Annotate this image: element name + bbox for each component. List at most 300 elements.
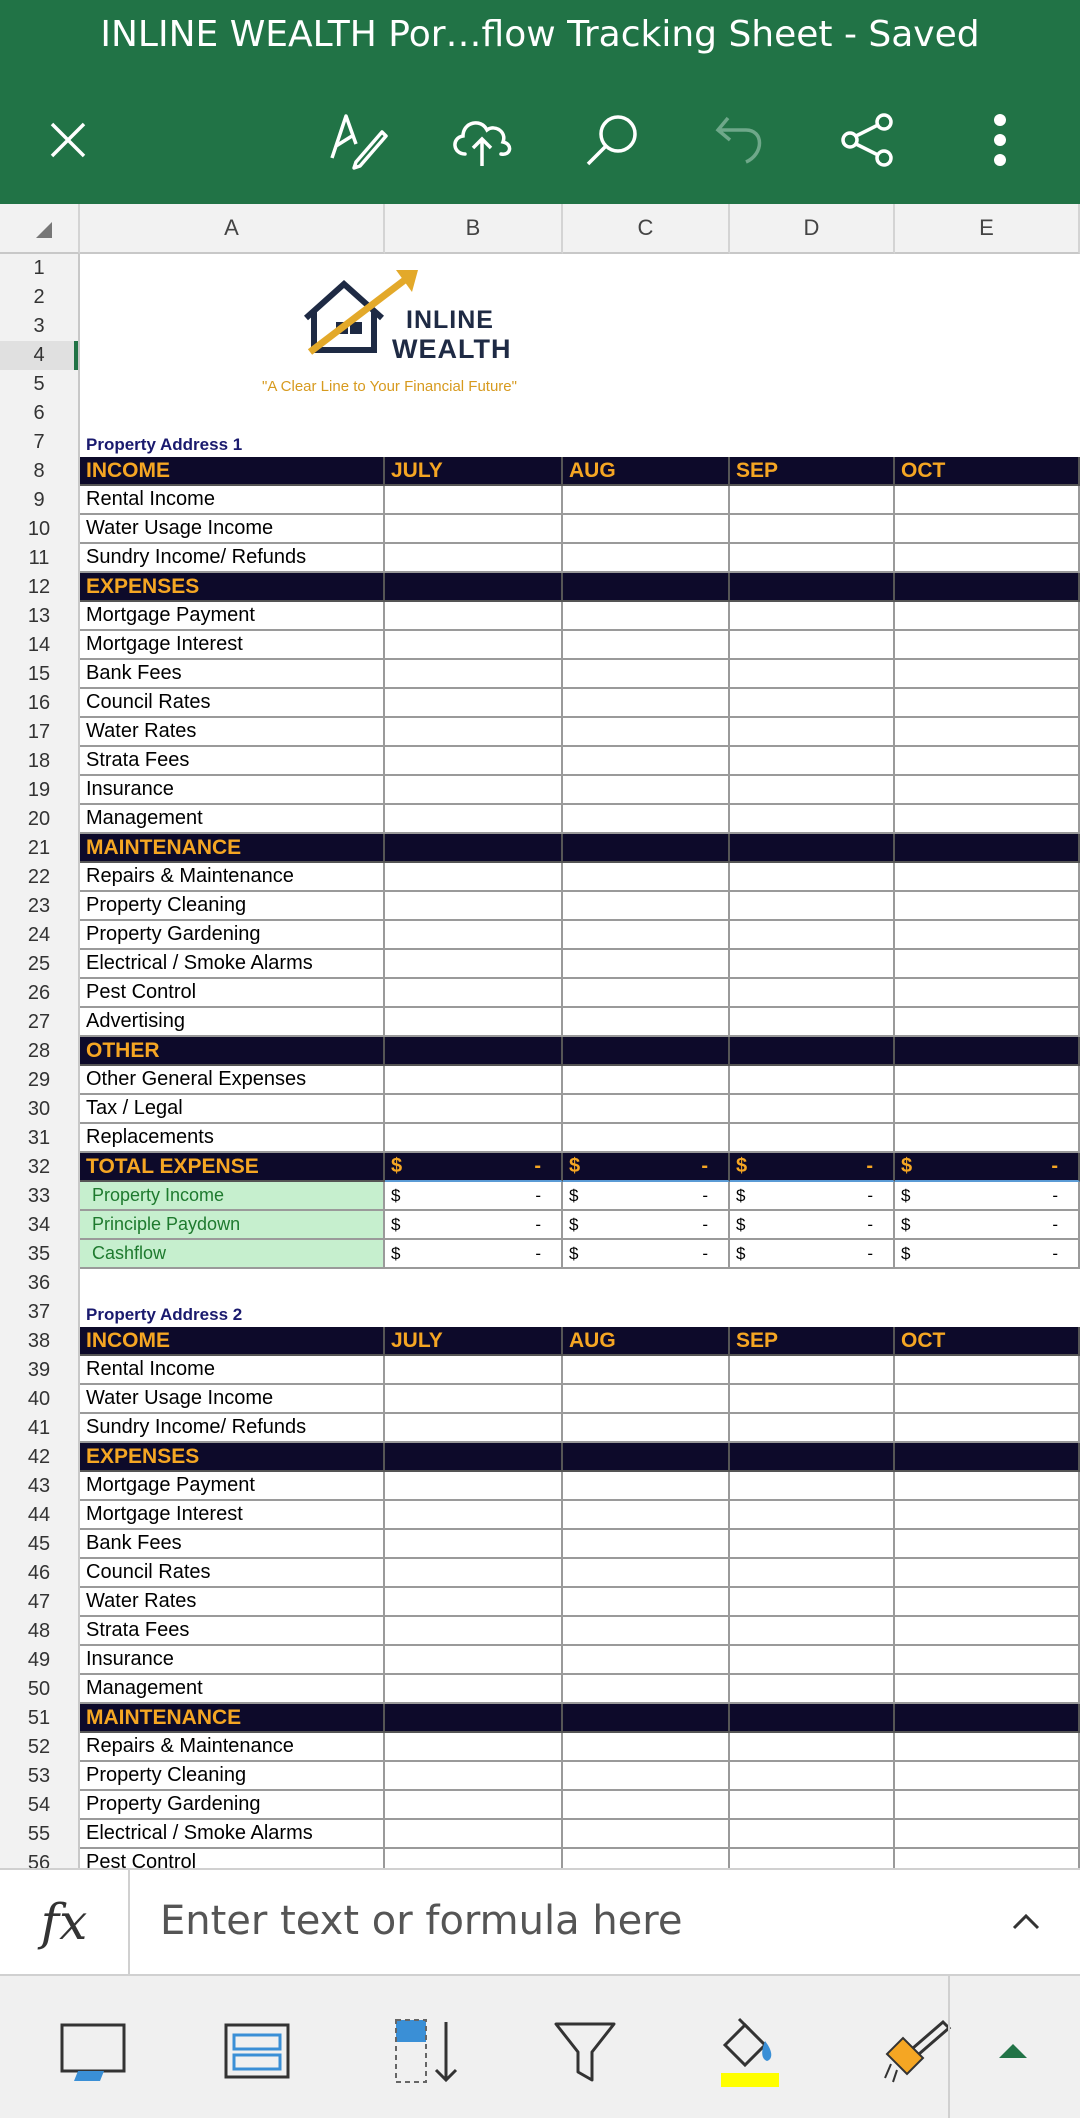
data-cell[interactable] xyxy=(563,1675,730,1704)
row-label-cell[interactable]: Water Rates xyxy=(80,718,385,747)
data-cell[interactable] xyxy=(895,1849,1080,1868)
row-header[interactable]: 24 xyxy=(0,921,80,950)
row-header[interactable]: 13 xyxy=(0,602,80,631)
row-header[interactable]: 3 xyxy=(0,312,80,341)
data-cell[interactable] xyxy=(895,573,1080,602)
row-header[interactable]: 39 xyxy=(0,1356,80,1385)
row-header[interactable]: 49 xyxy=(0,1646,80,1675)
row-header[interactable]: 46 xyxy=(0,1559,80,1588)
row-label-cell[interactable]: Council Rates xyxy=(80,689,385,718)
data-cell[interactable] xyxy=(385,776,563,805)
data-cell[interactable] xyxy=(563,834,730,863)
data-cell[interactable] xyxy=(563,689,730,718)
data-cell[interactable] xyxy=(385,1530,563,1559)
column-header-d[interactable]: D xyxy=(730,204,895,254)
row-header[interactable]: 27 xyxy=(0,1008,80,1037)
data-cell[interactable] xyxy=(895,863,1080,892)
currency-cell[interactable] xyxy=(730,1153,895,1182)
data-cell[interactable] xyxy=(895,1733,1080,1762)
data-cell[interactable] xyxy=(895,1385,1080,1414)
data-cell[interactable] xyxy=(895,1559,1080,1588)
data-cell[interactable] xyxy=(385,1037,563,1066)
data-cell[interactable] xyxy=(895,660,1080,689)
data-cell[interactable] xyxy=(895,515,1080,544)
row-header[interactable]: 28 xyxy=(0,1037,80,1066)
filter-button[interactable] xyxy=(540,2006,630,2096)
row-label-cell[interactable]: Advertising xyxy=(80,1008,385,1037)
data-cell[interactable] xyxy=(730,1704,895,1733)
data-cell[interactable] xyxy=(385,834,563,863)
row-label-cell[interactable]: Repairs & Maintenance xyxy=(80,1733,385,1762)
currency-cell[interactable] xyxy=(895,1182,1080,1211)
row-label-cell[interactable]: Insurance xyxy=(80,776,385,805)
column-header-a[interactable]: A xyxy=(80,204,385,254)
row-label-cell[interactable]: Strata Fees xyxy=(80,1617,385,1646)
row-header[interactable]: 47 xyxy=(0,1588,80,1617)
row-label-cell[interactable]: Bank Fees xyxy=(80,660,385,689)
row-label-cell[interactable]: Water Usage Income xyxy=(80,515,385,544)
row-header[interactable]: 55 xyxy=(0,1820,80,1849)
data-cell[interactable] xyxy=(730,1530,895,1559)
summary-label-cell[interactable]: Principle Paydown xyxy=(80,1211,385,1240)
row-label-cell[interactable]: Property Gardening xyxy=(80,921,385,950)
data-cell[interactable] xyxy=(730,834,895,863)
data-cell[interactable] xyxy=(385,1472,563,1501)
row-label-cell[interactable]: Sundry Income/ Refunds xyxy=(80,544,385,573)
month-header-cell[interactable] xyxy=(730,457,895,486)
currency-cell[interactable] xyxy=(563,1153,730,1182)
data-cell[interactable] xyxy=(730,1066,895,1095)
month-header-cell[interactable] xyxy=(895,457,1080,486)
row-header[interactable]: 30 xyxy=(0,1095,80,1124)
row-header[interactable]: 54 xyxy=(0,1791,80,1820)
data-cell[interactable] xyxy=(563,1646,730,1675)
fill-color-button[interactable] xyxy=(706,2006,796,2096)
data-cell[interactable] xyxy=(563,892,730,921)
data-cell[interactable] xyxy=(895,979,1080,1008)
section-header-cell[interactable]: INCOME xyxy=(80,457,385,486)
data-cell[interactable] xyxy=(385,1791,563,1820)
data-cell[interactable] xyxy=(563,1356,730,1385)
data-cell[interactable] xyxy=(895,1820,1080,1849)
section-header-cell[interactable]: MAINTENANCE xyxy=(80,1704,385,1733)
data-cell[interactable] xyxy=(895,950,1080,979)
row-label-cell[interactable]: Pest Control xyxy=(80,979,385,1008)
data-cell[interactable] xyxy=(563,1762,730,1791)
summary-label-cell[interactable]: Property Income xyxy=(80,1182,385,1211)
data-cell[interactable] xyxy=(385,979,563,1008)
spreadsheet-grid[interactable] xyxy=(0,204,1080,1868)
data-cell[interactable] xyxy=(563,1008,730,1037)
data-cell[interactable] xyxy=(895,1675,1080,1704)
row-header[interactable]: 18 xyxy=(0,747,80,776)
row-label-cell[interactable]: Management xyxy=(80,805,385,834)
data-cell[interactable] xyxy=(563,805,730,834)
data-cell[interactable] xyxy=(563,1820,730,1849)
data-cell[interactable] xyxy=(895,1443,1080,1472)
currency-cell[interactable] xyxy=(730,1182,895,1211)
row-header[interactable]: 7 xyxy=(0,428,80,457)
data-cell[interactable] xyxy=(563,1733,730,1762)
row-header[interactable]: 34 xyxy=(0,1211,80,1240)
row-header[interactable]: 42 xyxy=(0,1443,80,1472)
row-header[interactable]: 32 xyxy=(0,1153,80,1182)
row-header[interactable]: 22 xyxy=(0,863,80,892)
row-label-cell[interactable]: Mortgage Interest xyxy=(80,631,385,660)
month-header-cell[interactable] xyxy=(385,457,563,486)
data-cell[interactable] xyxy=(563,1385,730,1414)
data-cell[interactable] xyxy=(563,602,730,631)
data-cell[interactable] xyxy=(563,1037,730,1066)
data-cell[interactable] xyxy=(730,776,895,805)
data-cell[interactable] xyxy=(385,718,563,747)
data-cell[interactable] xyxy=(385,805,563,834)
row-label-cell[interactable]: Property Gardening xyxy=(80,1791,385,1820)
currency-cell[interactable] xyxy=(385,1211,563,1240)
close-button[interactable] xyxy=(26,98,110,182)
data-cell[interactable] xyxy=(385,921,563,950)
data-cell[interactable] xyxy=(563,863,730,892)
data-cell[interactable] xyxy=(730,1762,895,1791)
data-cell[interactable] xyxy=(895,1704,1080,1733)
data-cell[interactable] xyxy=(385,689,563,718)
row-label-cell[interactable]: Mortgage Interest xyxy=(80,1501,385,1530)
data-cell[interactable] xyxy=(895,921,1080,950)
data-cell[interactable] xyxy=(385,660,563,689)
column-header-b[interactable]: B xyxy=(385,204,563,254)
data-cell[interactable] xyxy=(563,979,730,1008)
data-cell[interactable] xyxy=(730,1037,895,1066)
row-label-cell[interactable]: Electrical / Smoke Alarms xyxy=(80,1820,385,1849)
data-cell[interactable] xyxy=(730,1124,895,1153)
data-cell[interactable] xyxy=(730,805,895,834)
row-header[interactable]: 10 xyxy=(0,515,80,544)
row-header[interactable]: 19 xyxy=(0,776,80,805)
data-cell[interactable] xyxy=(563,1066,730,1095)
data-cell[interactable] xyxy=(385,573,563,602)
data-cell[interactable] xyxy=(895,1066,1080,1095)
row-label-cell[interactable]: Mortgage Payment xyxy=(80,1472,385,1501)
row-header[interactable]: 40 xyxy=(0,1385,80,1414)
row-header[interactable]: 17 xyxy=(0,718,80,747)
data-cell[interactable] xyxy=(385,863,563,892)
data-cell[interactable] xyxy=(385,747,563,776)
data-cell[interactable] xyxy=(730,1588,895,1617)
row-header[interactable]: 29 xyxy=(0,1066,80,1095)
data-cell[interactable] xyxy=(730,1675,895,1704)
row-header[interactable]: 9 xyxy=(0,486,80,515)
data-cell[interactable] xyxy=(730,1791,895,1820)
data-cell[interactable] xyxy=(730,602,895,631)
data-cell[interactable] xyxy=(895,689,1080,718)
data-cell[interactable] xyxy=(730,863,895,892)
data-cell[interactable] xyxy=(895,1356,1080,1385)
data-cell[interactable] xyxy=(895,718,1080,747)
data-cell[interactable] xyxy=(563,1588,730,1617)
currency-cell[interactable] xyxy=(895,1211,1080,1240)
data-cell[interactable] xyxy=(385,515,563,544)
row-header[interactable]: 48 xyxy=(0,1617,80,1646)
column-header-c[interactable]: C xyxy=(563,204,730,254)
data-cell[interactable] xyxy=(385,1356,563,1385)
data-cell[interactable] xyxy=(895,776,1080,805)
row-header[interactable]: 56 xyxy=(0,1849,80,1868)
function-icon[interactable]: fx xyxy=(0,1870,130,1974)
data-cell[interactable] xyxy=(730,1443,895,1472)
row-label-cell[interactable]: Water Rates xyxy=(80,1588,385,1617)
data-cell[interactable] xyxy=(385,631,563,660)
data-cell[interactable] xyxy=(563,950,730,979)
row-header[interactable]: 16 xyxy=(0,689,80,718)
currency-cell[interactable] xyxy=(385,1182,563,1211)
data-cell[interactable] xyxy=(563,1443,730,1472)
row-header[interactable]: 25 xyxy=(0,950,80,979)
upload-button[interactable] xyxy=(440,98,524,182)
row-header[interactable]: 4 xyxy=(0,341,80,370)
data-cell[interactable] xyxy=(730,892,895,921)
row-header[interactable]: 37 xyxy=(0,1298,80,1327)
month-header-cell[interactable] xyxy=(563,1327,730,1356)
row-label-cell[interactable]: Tax / Legal xyxy=(80,1095,385,1124)
row-label-cell[interactable]: Bank Fees xyxy=(80,1530,385,1559)
data-cell[interactable] xyxy=(563,1849,730,1868)
select-all-corner[interactable] xyxy=(0,204,80,254)
data-cell[interactable] xyxy=(895,805,1080,834)
currency-cell[interactable] xyxy=(563,1240,730,1269)
data-cell[interactable] xyxy=(895,1762,1080,1791)
data-cell[interactable] xyxy=(895,1791,1080,1820)
section-header-cell[interactable]: TOTAL EXPENSE xyxy=(80,1153,385,1182)
data-cell[interactable] xyxy=(730,1733,895,1762)
row-header[interactable]: 26 xyxy=(0,979,80,1008)
row-label-cell[interactable]: Insurance xyxy=(80,1646,385,1675)
row-label-cell[interactable]: Strata Fees xyxy=(80,747,385,776)
row-header[interactable]: 35 xyxy=(0,1240,80,1269)
row-header[interactable]: 31 xyxy=(0,1124,80,1153)
data-cell[interactable] xyxy=(895,1472,1080,1501)
data-cell[interactable] xyxy=(563,515,730,544)
data-cell[interactable] xyxy=(730,1008,895,1037)
data-cell[interactable] xyxy=(730,1559,895,1588)
data-cell[interactable] xyxy=(730,1849,895,1868)
data-cell[interactable] xyxy=(895,747,1080,776)
data-cell[interactable] xyxy=(563,921,730,950)
row-header[interactable]: 41 xyxy=(0,1414,80,1443)
data-cell[interactable] xyxy=(385,1066,563,1095)
property-address-label[interactable]: Property Address 2 xyxy=(86,1305,243,1324)
month-header-cell[interactable] xyxy=(563,457,730,486)
data-cell[interactable] xyxy=(563,1124,730,1153)
data-cell[interactable] xyxy=(563,1501,730,1530)
data-cell[interactable] xyxy=(385,1414,563,1443)
data-cell[interactable] xyxy=(563,1704,730,1733)
section-header-cell[interactable]: EXPENSES xyxy=(80,573,385,602)
data-cell[interactable] xyxy=(730,747,895,776)
data-cell[interactable] xyxy=(385,1008,563,1037)
row-label-cell[interactable]: Water Usage Income xyxy=(80,1385,385,1414)
insert-row-button[interactable] xyxy=(380,2006,470,2096)
data-cell[interactable] xyxy=(563,1530,730,1559)
data-cell[interactable] xyxy=(895,1617,1080,1646)
currency-cell[interactable] xyxy=(385,1153,563,1182)
data-cell[interactable] xyxy=(385,602,563,631)
data-cell[interactable] xyxy=(563,747,730,776)
row-header[interactable]: 12 xyxy=(0,573,80,602)
data-cell[interactable] xyxy=(385,1588,563,1617)
format-cells-button[interactable] xyxy=(212,2006,302,2096)
row-label-cell[interactable]: Other General Expenses xyxy=(80,1066,385,1095)
row-label-cell[interactable]: Pest Control xyxy=(80,1849,385,1868)
data-cell[interactable] xyxy=(563,776,730,805)
currency-cell[interactable] xyxy=(730,1240,895,1269)
row-header[interactable]: 1 xyxy=(0,254,80,283)
row-header[interactable]: 20 xyxy=(0,805,80,834)
row-header[interactable]: 23 xyxy=(0,892,80,921)
data-cell[interactable] xyxy=(895,631,1080,660)
data-cell[interactable] xyxy=(563,1791,730,1820)
data-cell[interactable] xyxy=(563,1414,730,1443)
column-header-e[interactable]: E xyxy=(895,204,1080,254)
currency-cell[interactable] xyxy=(563,1182,730,1211)
month-header-cell[interactable] xyxy=(730,1327,895,1356)
data-cell[interactable] xyxy=(895,1037,1080,1066)
row-label-cell[interactable]: Replacements xyxy=(80,1124,385,1153)
data-cell[interactable] xyxy=(895,1530,1080,1559)
data-cell[interactable] xyxy=(385,1124,563,1153)
row-header[interactable]: 43 xyxy=(0,1472,80,1501)
currency-cell[interactable] xyxy=(730,1211,895,1240)
data-cell[interactable] xyxy=(385,950,563,979)
data-cell[interactable] xyxy=(563,1095,730,1124)
data-cell[interactable] xyxy=(385,486,563,515)
data-cell[interactable] xyxy=(385,1646,563,1675)
row-header[interactable]: 5 xyxy=(0,370,80,399)
data-cell[interactable] xyxy=(730,1646,895,1675)
share-button[interactable] xyxy=(826,98,910,182)
data-cell[interactable] xyxy=(563,660,730,689)
data-cell[interactable] xyxy=(563,1472,730,1501)
row-header[interactable]: 36 xyxy=(0,1269,80,1298)
data-cell[interactable] xyxy=(385,1443,563,1472)
currency-cell[interactable] xyxy=(385,1240,563,1269)
data-cell[interactable] xyxy=(730,486,895,515)
data-cell[interactable] xyxy=(730,1095,895,1124)
data-cell[interactable] xyxy=(895,486,1080,515)
section-header-cell[interactable]: MAINTENANCE xyxy=(80,834,385,863)
row-header[interactable]: 14 xyxy=(0,631,80,660)
row-header[interactable]: 53 xyxy=(0,1762,80,1791)
data-cell[interactable] xyxy=(730,631,895,660)
month-header-cell[interactable] xyxy=(385,1327,563,1356)
row-label-cell[interactable]: Electrical / Smoke Alarms xyxy=(80,950,385,979)
section-header-cell[interactable]: INCOME xyxy=(80,1327,385,1356)
currency-cell[interactable] xyxy=(895,1240,1080,1269)
data-cell[interactable] xyxy=(730,1820,895,1849)
data-cell[interactable] xyxy=(385,1559,563,1588)
data-cell[interactable] xyxy=(385,1849,563,1868)
formula-input[interactable] xyxy=(158,1892,962,1950)
data-cell[interactable] xyxy=(730,544,895,573)
data-cell[interactable] xyxy=(895,1588,1080,1617)
row-header[interactable]: 51 xyxy=(0,1704,80,1733)
data-cell[interactable] xyxy=(385,1820,563,1849)
data-cell[interactable] xyxy=(730,921,895,950)
data-cell[interactable] xyxy=(385,1501,563,1530)
data-cell[interactable] xyxy=(895,1124,1080,1153)
data-cell[interactable] xyxy=(730,718,895,747)
data-cell[interactable] xyxy=(730,573,895,602)
data-cell[interactable] xyxy=(385,1095,563,1124)
edit-button[interactable] xyxy=(316,98,400,182)
data-cell[interactable] xyxy=(730,979,895,1008)
section-header-cell[interactable]: OTHER xyxy=(80,1037,385,1066)
row-header[interactable]: 11 xyxy=(0,544,80,573)
data-cell[interactable] xyxy=(730,660,895,689)
row-header[interactable]: 52 xyxy=(0,1733,80,1762)
data-cell[interactable] xyxy=(385,1385,563,1414)
select-table-button[interactable] xyxy=(48,2006,138,2096)
row-label-cell[interactable]: Mortgage Payment xyxy=(80,602,385,631)
data-cell[interactable] xyxy=(730,1356,895,1385)
data-cell[interactable] xyxy=(730,1501,895,1530)
row-header[interactable]: 38 xyxy=(0,1327,80,1356)
row-header[interactable]: 45 xyxy=(0,1530,80,1559)
data-cell[interactable] xyxy=(895,1414,1080,1443)
row-header[interactable]: 33 xyxy=(0,1182,80,1211)
data-cell[interactable] xyxy=(563,1559,730,1588)
data-cell[interactable] xyxy=(730,1414,895,1443)
currency-cell[interactable] xyxy=(563,1211,730,1240)
data-cell[interactable] xyxy=(563,631,730,660)
more-options-button[interactable] xyxy=(958,98,1042,182)
data-cell[interactable] xyxy=(730,1385,895,1414)
row-label-cell[interactable]: Sundry Income/ Refunds xyxy=(80,1414,385,1443)
row-label-cell[interactable]: Rental Income xyxy=(80,486,385,515)
row-header[interactable]: 50 xyxy=(0,1675,80,1704)
row-header[interactable]: 2 xyxy=(0,283,80,312)
data-cell[interactable] xyxy=(895,602,1080,631)
data-cell[interactable] xyxy=(385,544,563,573)
row-label-cell[interactable]: Property Cleaning xyxy=(80,892,385,921)
data-cell[interactable] xyxy=(730,950,895,979)
summary-label-cell[interactable]: Cashflow xyxy=(80,1240,385,1269)
row-label-cell[interactable]: Management xyxy=(80,1675,385,1704)
data-cell[interactable] xyxy=(385,1617,563,1646)
section-header-cell[interactable]: EXPENSES xyxy=(80,1443,385,1472)
data-cell[interactable] xyxy=(385,1762,563,1791)
data-cell[interactable] xyxy=(730,689,895,718)
data-cell[interactable] xyxy=(385,1704,563,1733)
data-cell[interactable] xyxy=(385,1733,563,1762)
currency-cell[interactable] xyxy=(895,1153,1080,1182)
data-cell[interactable] xyxy=(730,515,895,544)
data-cell[interactable] xyxy=(895,544,1080,573)
row-header[interactable]: 6 xyxy=(0,399,80,428)
row-header[interactable]: 44 xyxy=(0,1501,80,1530)
undo-button[interactable] xyxy=(700,98,784,182)
data-cell[interactable] xyxy=(730,1617,895,1646)
data-cell[interactable] xyxy=(563,544,730,573)
data-cell[interactable] xyxy=(895,1095,1080,1124)
month-header-cell[interactable] xyxy=(895,1327,1080,1356)
data-cell[interactable] xyxy=(895,1646,1080,1675)
data-cell[interactable] xyxy=(385,1675,563,1704)
row-header[interactable]: 21 xyxy=(0,834,80,863)
row-header[interactable]: 8 xyxy=(0,457,80,486)
row-label-cell[interactable]: Rental Income xyxy=(80,1356,385,1385)
expand-toolbar-button[interactable] xyxy=(968,2006,1058,2096)
data-cell[interactable] xyxy=(895,834,1080,863)
